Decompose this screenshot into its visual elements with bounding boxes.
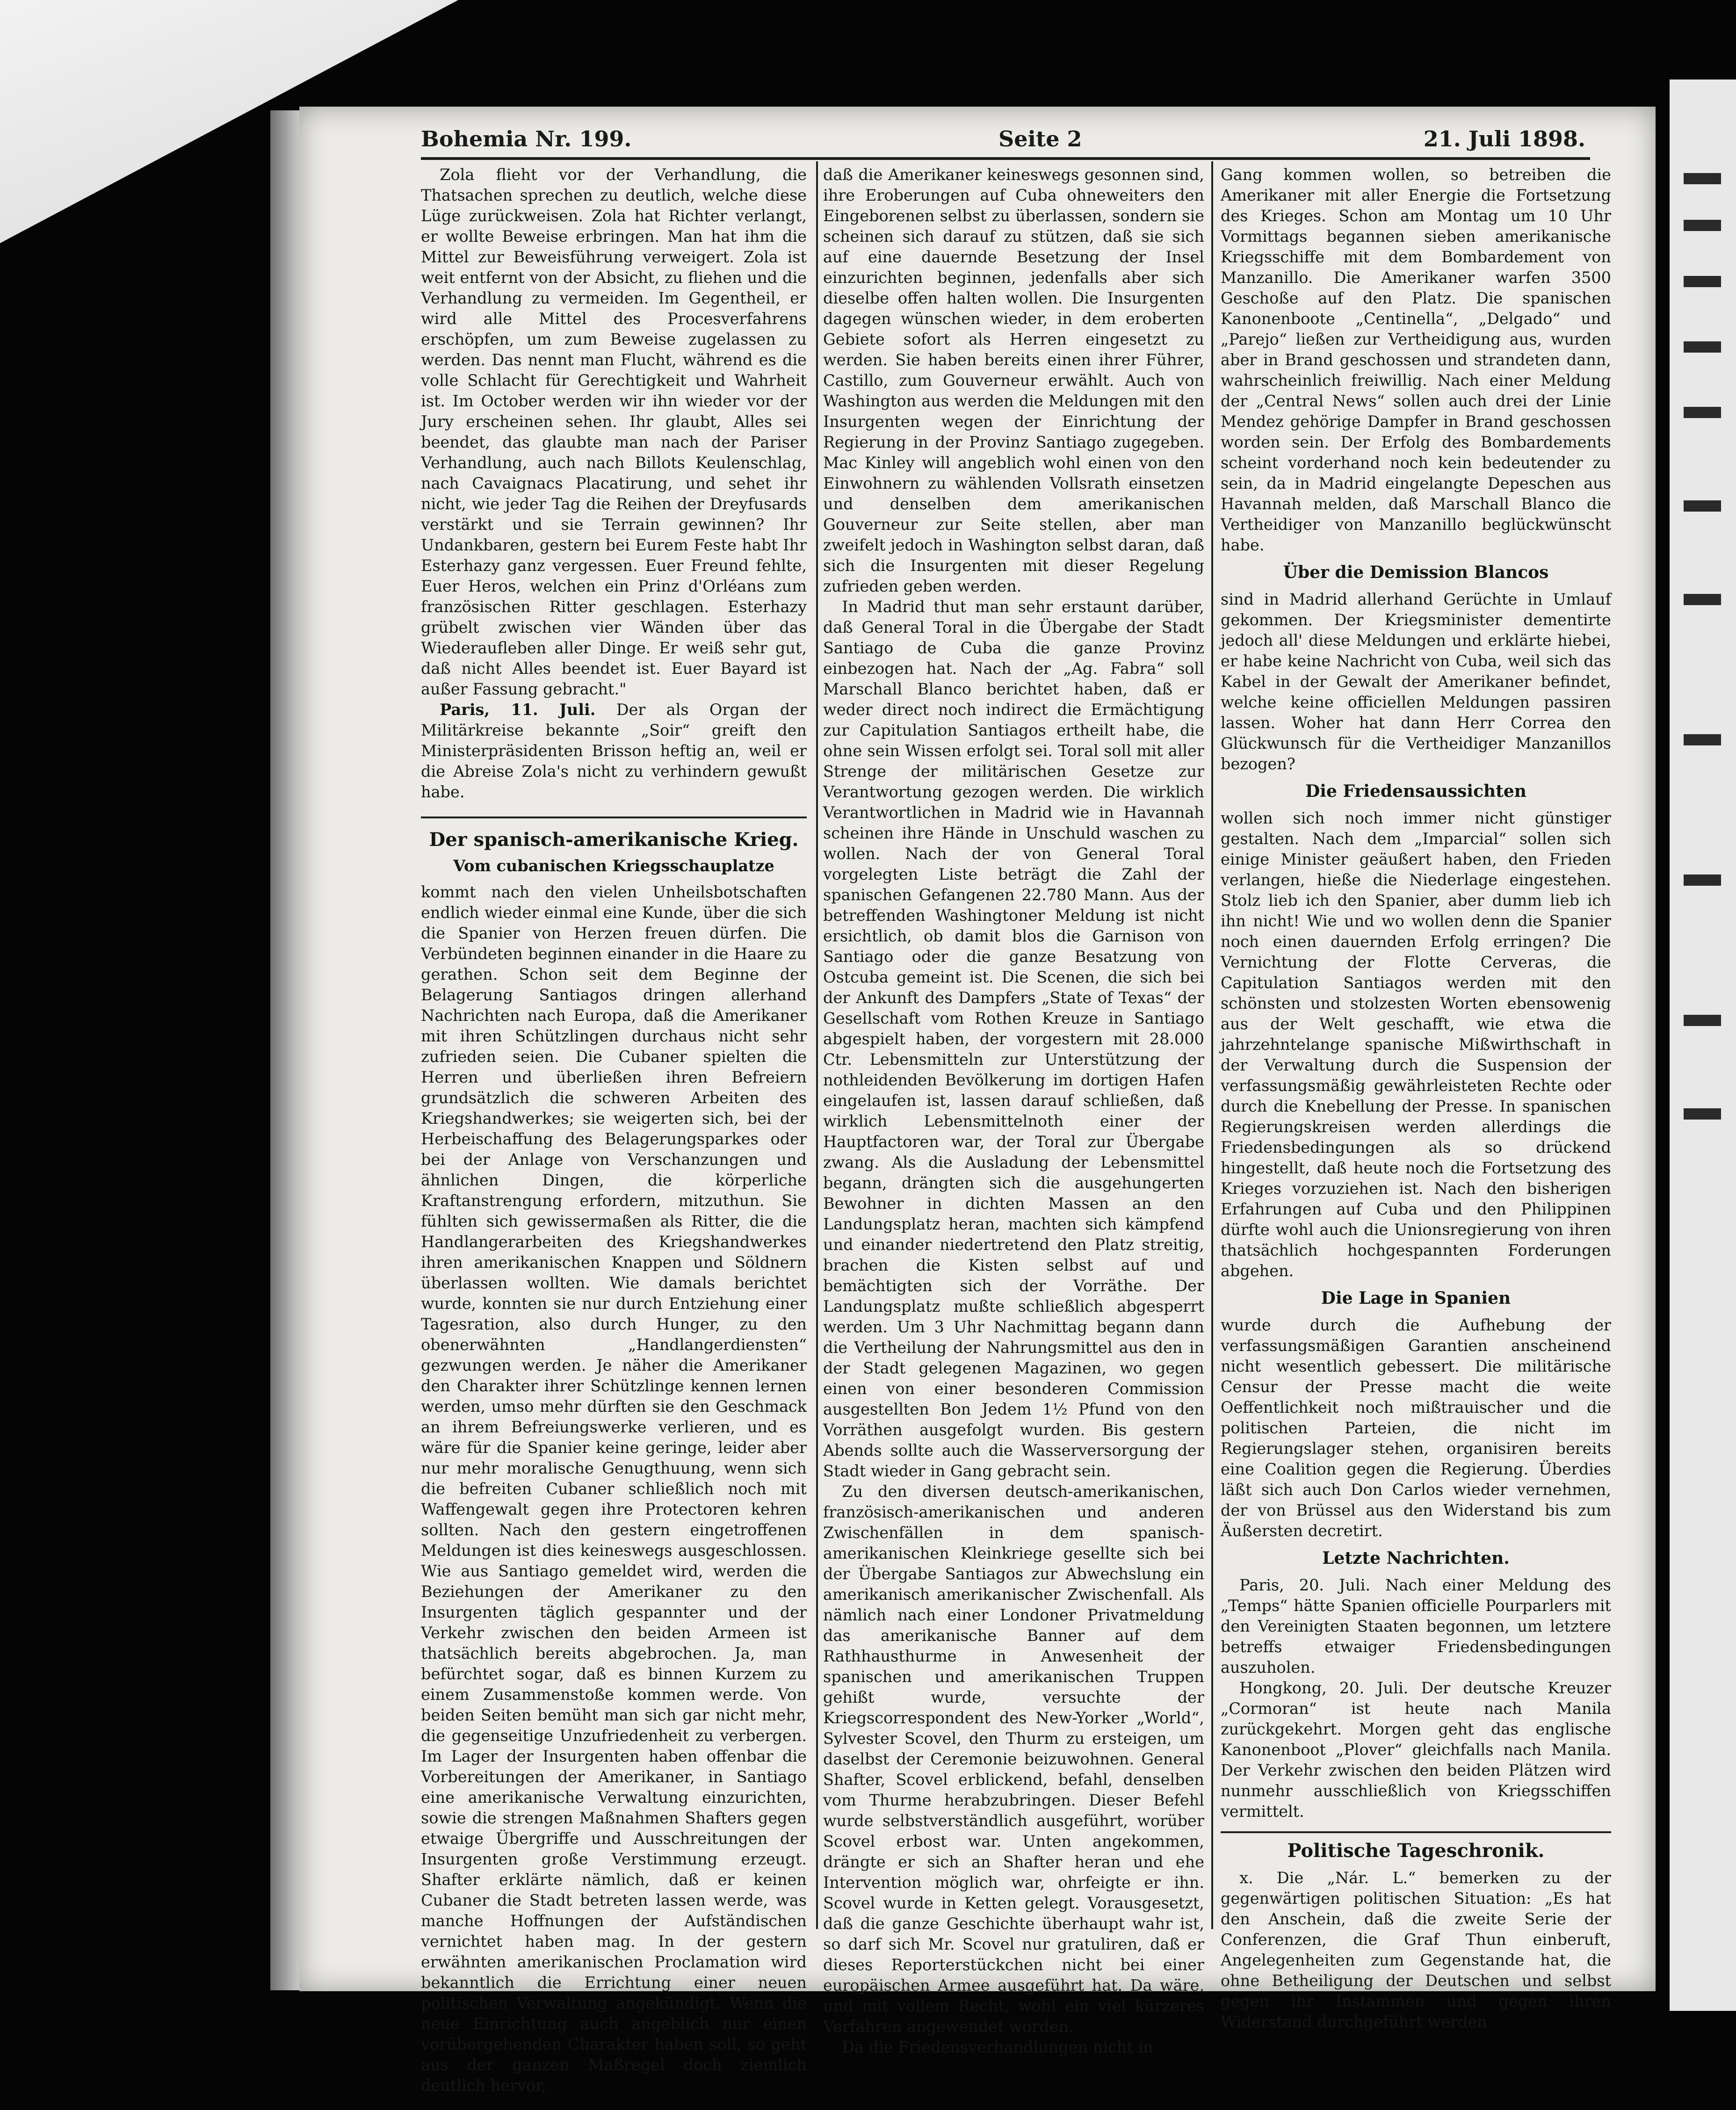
article-text: Gang kommen wollen, so betreiben die Amerikaner mit aller Energie die Fortsetzung des Krieges. Schon am Montag um 10 Uhr Vormittags begannen sieben amerikanische Kriegsschiffe mit dem Bombardement von Manzanillo. Die Amerikaner warfen 3500 Geschoße auf den Platz. Die spanischen Kanonenboote „Centinella“, „Delgado“ und „Parejo“ ließen zur Vertheidigung aus, wurden aber in Brand geschossen und strandeten dann, wahrscheinlich freiwillig. Nach einer Meldung der „Central News“ sollen auch drei der Linie Mendez gehörige Dampfer in Brand geschossen worden sein. Der Erfolg des Bombardements scheint vorderhand noch kein bedeutender zu sein, da in Madrid eingelangte Depeschen aus Havannah melden, daß Marschall Blanco die Vertheidiger von Manzanillo beglückwünscht habe. xyxy=(1221,166,1611,554)
subheading: Letzte Nachrichten. xyxy=(1322,1548,1510,1568)
article-text: Hongkong, 20. Juli. Der deutsche Kreuzer „Cormoran“ ist heute nach Manila zurückgekehrt. Morgen geht das englische Kanonenboot „Plover“ gleichfalls nach Manila. Der Verkehr zwischen den beiden Plätzen wird nunmehr ausschließlich von Kriegsschiffen vermittelt. xyxy=(1221,1679,1611,1821)
subheading: Die Lage in Spanien xyxy=(1321,1288,1511,1308)
section-heading: Politische Tageschronik. xyxy=(1287,1840,1545,1862)
subheading: Über die Demission Blancos xyxy=(1283,563,1549,582)
page-number: Seite 2 xyxy=(998,126,1082,152)
column-2 xyxy=(823,165,1204,2056)
adjacent-page-text xyxy=(1684,1108,1721,1120)
adjacent-page-text xyxy=(1684,341,1721,353)
subheading: Die Friedensaussichten xyxy=(1305,781,1526,801)
article-text: Da die Friedensverhandlungen nicht in xyxy=(842,2038,1153,2056)
article-text: daß die Amerikaner keineswegs gesonnen sind, ihre Eroberungen auf Cuba ohneweiters den Eingeborenen selbst zu überlassen, sondern sie scheinen sich darauf zu stützen, daß sie sich auf eine dauernde Besetzung der Insel einzurichten beginnen, jedenfalls aber sich dieselbe offen halten wollen. Die Insurgenten dagegen wünschen wieder, in dem eroberten Gebiete sofort als Herren eingesetzt zu werden. Sie haben bereits einen ihrer Führer, Castillo, zum Gouverneur erwählt. Auch von Washington aus werden die Meldungen mit den Insurgenten wegen der Einrichtung der Regierung in der Provinz Santiago zugegeben. Mac Kinley will angeblich wohl einen von den Einwohnern zu wählenden Vollsrath einsetzen und denselben dem amerikanischen Gouverneur zur Seite stellen, aber man zweifelt jedoch in Washington selbst daran, daß sich die Insurgenten mit dieser Regelung zufrieden geben werden. xyxy=(823,166,1204,595)
article-text: sind in Madrid allerhand Gerüchte in Umlauf gekommen. Der Kriegsminister dementirte jedoch all' diese Meldungen und erklärte hiebei, er habe keine Nachricht von Cuba, weil sich das Kabel in der Gewalt der Amerikaner befindet, welche keine officiellen Meldungen passiren lassen. Woher hat dann Herr Correa den Glückwunsch für die Vertheidiger Manzanillos bezogen? xyxy=(1221,590,1611,773)
article-text: Paris, 20. Juli. Nach einer Meldung des „Temps“ hätte Spanien officielle Pourparlers mit den Vereinigten Staaten begonnen, um letztere betreffs etwaiger Friedensbedingungen auszuholen. xyxy=(1221,1576,1611,1676)
section-heading: Der spanisch-amerikanische Krieg. xyxy=(429,829,799,851)
adjacent-page xyxy=(1670,79,1736,2011)
adjacent-page-text xyxy=(1684,276,1721,287)
column-divider xyxy=(1211,161,1213,1929)
section-rule xyxy=(421,817,807,818)
article-text: wurde durch die Aufhebung der verfassungsmäßigen Garantien anscheinend nicht wesentlich gebessert. Die militärische Censur der Presse macht die weite Oeffentlichkeit noch mißtrauischer und die politischen Parteien, die nicht im Regierungslager stehen, organisiren bereits eine Coalition gegen die Regierung. Überdies läßt sich auch Don Carlos wieder vernehmen, der von Brüssel aus den Widerstand bis zum Äußersten decretirt. xyxy=(1221,1316,1611,1540)
masthead-issue: Bohemia Nr. 199. xyxy=(421,126,632,152)
adjacent-page-text xyxy=(1684,1015,1721,1026)
adjacent-page-text xyxy=(1684,874,1721,886)
header-rule xyxy=(421,157,1590,160)
adjacent-page-text xyxy=(1684,734,1721,745)
article-text: wollen sich noch immer nicht günstiger gestalten. Nach dem „Imparcial“ sollen sich einige Minister geäußert haben, den Frieden verlangen, hieße die Niederlage eingestehen. Stolz lieb ich den Spanier, aber dumm lieb ich ihn nicht! Wie und wo wollen denn die Spanier noch einen dauernden Erfolg erringen? Die Vernichtung der Flotte Cerveras, die Capitulation Santiagos werden mit den schönsten und stolzesten Worten ebensowenig aus der Welt geschafft, wie etwa die jahrzehntelange spanische Mißwirthschaft in der Verwaltung durch die Suspension der verfassungsmäßig gewährleisteten Rechte oder durch die Knebellung der Presse. In spanischen Regierungskreisen werden allerdings die Friedensbedingungen als so drückend hingestellt, daß heute noch die Fortsetzung des Krieges vorzuziehen ist. Nach den bisherigen Erfahrungen auf Cuba und den Philippinen dürfte wohl auch die Unionsregierung von ihren thatsächlich hochgespannten Forderungen abgehen. xyxy=(1221,809,1611,1280)
subheading: Vom cubanischen Kriegsschauplatze xyxy=(453,857,774,875)
article-text: Zola flieht vor der Verhandlung, die Thatsachen sprechen zu deutlich, welche diese Lüge zurückweisen. Zola hat Richter verlangt, er wollte Beweise erbringen. Man hat ihm die Mittel zur Beweisführung verweigert. Zola ist weit entfernt von der Absicht, zu fliehen und die Verhandlung zu vermeiden. Im Gegentheil, er wird alle Mittel des Procesverfahrens erschöpfen, um zum Beweise zugelassen zu werden. Das nennt man Flucht, während es die volle Schlacht für Gerechtigkeit und Wahrheit ist. Im October werden wir ihn wieder vor der Jury erscheinen sehen. Ihr glaubt, Alles sei beendet, das glaubte man nach der Pariser Verhandlung, auch nach Billots Keulenschlag, nach Cavaignacs Placatirung, und sehet ihr nicht, wie jeder Tag die Reihen der Dreyfusards verstärkt und sie Terrain gewinnen? Ihr Undankbaren, gestern bei Eurem Feste habt Ihr Esterhazy ganz vergessen. Euer Freund fehlte, Euer Heros, welchen ein Prinz d'Orléans zum französischen Ritter geschlagen. Esterhazy grübelt zwischen vier Wänden über das Wiederaufleben aller Dinge. Er weiß sehr gut, daß nicht Alles beendet ist. Euer Bayard ist außer Fassung gebracht." xyxy=(421,166,807,698)
adjacent-page-text xyxy=(1684,173,1721,184)
article-text: In Madrid thut man sehr erstaunt darüber, daß General Toral in die Übergabe der Stadt Santiago de Cuba die ganze Provinz einbezogen hat. Nach der „Ag. Fabra“ soll Marschall Blanco berichtet haben, daß er weder direct noch indirect die Ermächtigung zur Capitulation Santiagos ertheilt habe, die ohne sein Wissen erfolgt sei. Toral soll mit aller Strenge der militärischen Gesetze zur Verantwortung gezogen werden. Die wirklich Verantwortlichen in Madrid wie in Havannah scheinen ihre Hände in Unschuld waschen zu wollen. Nach der von General Toral vorgelegten Liste beträgt die Zahl der spanischen Gefangenen 22.780 Mann. Aus der betreffenden Washingtoner Meldung ist nicht ersichtlich, ob damit blos die Garnison von Santiago oder die ganze Besatzung von Ostcuba gemeint ist. Die Scenen, die sich bei der Ankunft des Dampfers „State of Texas“ der Gesellschaft vom Rothen Kreuze in Santiago abgespielt haben, der vorgestern mit 28.000 Ctr. Lebensmitteln zur Unterstützung der nothleidenden Bevölkerung im dortigen Hafen eingelaufen ist, lassen darauf schließen, daß wirklich Lebensmittelnoth einer der Hauptfactoren war, der Toral zur Übergabe zwang. Als die Ausladung der Lebensmittel begann, drängten sich die ausgehungerten Bewohner in dichten Massen an den Landungsplatz heran, machten sich kämpfend und einander niedertretend den Platz streitig, brachen die Kisten selbst auf und bemächtigten sich der Vorräthe. Der Landungsplatz mußte schließlich abgesperrt werden. Um 3 Uhr Nachmittag begann dann die Vertheilung der Nahrungsmittel aus den in der Stadt gelegenen Magazinen, wo gegen einen von einer besonderen Commission ausgestellten Bon Jedem 1½ Pfund von den Vorräthen ausgefolgt wurden. Bis gestern Abends sollte auch die Wasserversorgung der Stadt wieder in Gang gebracht sein. xyxy=(823,598,1204,1480)
article-text: x. Die „Nár. L.“ bemerken zu der gegenwärtigen politischen Situation: „Es hat den Anschein, daß die zweite Serie der Conferenzen, die Graf Thun einberuft, Angelegenheiten zum Gegenstande hat, die ohne Betheiligung der Deutschen und selbst gegen ihr Instammen und gegen ihren Widerstand durchgeführt werden xyxy=(1221,1869,1611,2031)
page-header xyxy=(421,126,1585,159)
column-1 xyxy=(421,165,807,2095)
article-text: Der als Organ der Militärkreise bekannte „Soir“ greift den Ministerpräsidenten Brisson heftig an, weil er die Abreise Zola's nicht zu verhindern gewußt habe. xyxy=(421,701,807,801)
adjacent-page-text xyxy=(1684,594,1721,605)
issue-date: 21. Juli 1898. xyxy=(1423,126,1585,152)
section-rule xyxy=(1221,1831,1611,1833)
adjacent-page-text xyxy=(1684,220,1721,231)
adjacent-page-text xyxy=(1684,500,1721,512)
adjacent-page-text xyxy=(1684,407,1721,418)
column-3 xyxy=(1221,165,1611,2031)
dateline: Paris, 11. Juli. xyxy=(440,701,596,719)
column-divider xyxy=(816,161,818,1929)
article-text: kommt nach den vielen Unheilsbotschaften endlich wieder einmal eine Kunde, über die sich die Spanier von Herzen freuen dürfen. Die Verbündeten beginnen einander in die Haare zu gerathen. Schon seit dem Beginne der Belagerung Santiagos dringen allerhand Nachrichten nach Europa, daß die Amerikaner mit ihren Schützlingen durchaus nicht sehr zufrieden seien. Die Cubaner spielten die Herren und überließen ihren Befreiern grundsätzlich die schweren Arbeiten des Kriegshandwerkes; sie weigerten sich, bei der Herbeischaffung des Belagerungsparkes oder bei der Anlage von Verschanzungen und ähnlichen Dingen, die körperliche Kraftanstrengung erfordern, mitzuthun. Sie fühlten sich gewissermaßen als Ritter, die die Handlangerarbeiten des Kriegshandwerkes ihren amerikanischen Knappen und Söldnern überlassen wollten. Wie damals berichtet wurde, konnten sie nur durch Entziehung einer Tagesration, also durch Hunger, zu den obenerwähnten „Handlangerdiensten“ gezwungen werden. Je näher die Amerikaner den Charakter ihrer Schützlinge kennen lernen werden, umso mehr dürften sie den Geschmack an ihrem Befreiungswerke verlieren, und es wäre für die Spanier keine geringe, leider aber nur mehr moralische Genugthuung, wenn sich die befreiten Cubaner schließlich noch mit Waffengewalt gegen ihre Protectoren kehren sollten. Nach den gestern eingetroffenen Meldungen ist dies keineswegs ausgeschlossen. Wie aus Santiago gemeldet wird, werden die Beziehungen der Amerikaner zu den Insurgenten täglich gespannter und der Verkehr zwischen den beiden Armeen ist thatsächlich bereits abgebrochen. Ja, man befürchtet sogar, daß es binnen Kurzem zu einem Zusammenstoße kommen werde. Von beiden Seiten bemüht man sich gar nicht mehr, die gegenseitige Unzufriedenheit zu verbergen. Im Lager der Insurgenten haben offenbar die Vorbereitungen der Amerikaner, in Santiago eine amerikanische Verwaltung einzurichten, sowie die strengen Maßnahmen Shafters gegen etwaige Übergriffe und Ausschreitungen der Insurgenten große Verstimmung erzeugt. Shafter erklärte nämlich, daß er keinen Cubaner die Stadt betreten lassen werde, was manche Hoffnungen der Aufständischen vernichtet haben mag. In der gestern erwähnten amerikanischen Proclamation wird bekanntlich die Errichtung einer neuen politischen Verwaltung angekündigt. Wenn die neue Einrichtung auch angeblich nur einen vorübergehenden Charakter haben soll, so geht aus der ganzen Maßregel doch ziemlich deutlich hervor, xyxy=(421,883,807,2095)
article-text: Zu den diversen deutsch-amerikanischen, französisch-amerikanischen und anderen Zwischenfällen in dem spanisch-amerikanischen Kleinkriege gesellte sich bei der Übergabe Santiagos zur Abwechslung ein amerikanisch amerikanischer Zwischenfall. Als nämlich nach einer Londoner Privatmeldung das amerikanische Banner auf dem Rathhausthurme in Anwesenheit der spanischen und amerikanischen Truppen gehißt wurde, versuchte der Kriegscorrespondent des New-Yorker „World“, Sylvester Scovel, den Thurm zu ersteigen, um daselbst der Ceremonie beizuwohnen. General Shafter, Scovel erblickend, befahl, denselben vom Thurme herabzubringen. Dieser Befehl wurde selbstverständlich ausgeführt, worüber Scovel erbost war. Unten angekommen, drängte er sich an Shafter heran und ehe Intervention möglich war, ohrfeigte er ihn. Scovel wurde in Ketten gelegt. Vorausgesetzt, daß die ganze Geschichte überhaupt wahr ist, so darf sich Mr. Scovel nur gratuliren, daß er dieses Reporterstückchen nicht bei einer europäischen Armee ausgeführt hat. Da wäre, und mit vollem Recht, wohl ein viel kürzeres Verfahren angewendet worden. xyxy=(823,1482,1204,2036)
